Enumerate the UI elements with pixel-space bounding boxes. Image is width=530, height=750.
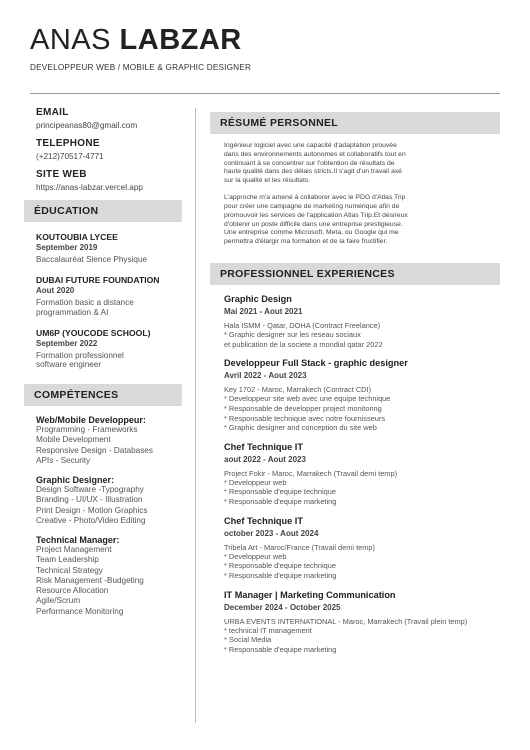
experience-item [210,442,500,507]
skill-line: Team Leadership [36,555,99,565]
header-divider [30,93,500,94]
skill-line: Responsive Design - Databases [36,445,153,455]
experience-item [210,516,500,581]
right-column [210,112,500,654]
school-desc: Formation basic a distance programmation & AI [36,297,134,317]
column-divider [195,108,196,723]
school-date: September 2022 [36,338,98,348]
job-date: october 2023 - Aout 2024 [224,528,319,538]
skill-line: Branding - UI/UX - Illustration [36,495,143,505]
education-item [36,232,186,265]
job-bullet: * Responsable de developper project monitoring [224,403,382,413]
job-bullet: * Responsable d'equipe marketing [224,497,337,507]
education-item [36,275,186,318]
skill-line: Print Design - Motion Graphics [36,505,148,515]
telephone-value[interactable]: (+212)70517-4771 [36,152,104,161]
job-org: Hala ISMM - Qatar, DOHA (Contract Freelance) [224,321,381,331]
job-bullet: * Responsable d'equipe marketing [224,570,337,580]
summary-paragraph: Ingénieur logiciel avec une capacité d'adaptation prouvée dans des environnements autonomes et collaboratifs tout en continuant à se concentrer sur l'obtention de résultats de haute qualité dans des délais stricts.Il s'agit d'un travail axé sur la qualité et les résultats. [224,142,406,185]
summary-block [210,142,500,247]
skill-line: APIs - Security [36,455,91,465]
job-bullet: * Developpeur web [224,477,287,487]
job-org: Key 1702 - Maroc, Marrakech (Contract CDI) [224,385,372,395]
job-bullet: * Responsable technique avec notre fournisseurs [224,413,386,423]
education-item [36,328,186,371]
school-date: Aout 2020 [36,285,75,295]
website-value[interactable]: https://anas-labzar.vercel.app [36,183,143,192]
job-date: Mai 2021 - Aout 2021 [224,307,303,317]
website-label: SITE WEB [36,169,87,180]
school-name: DUBAI FUTURE FOUNDATION [36,274,160,285]
skill-line: Creative - Photo/Video Editing [36,515,146,525]
job-date: Avril 2022 - Aout 2023 [224,371,307,381]
skills-heading: COMPÉTENCES [24,384,182,406]
job-org: Tribela Art - Maroc/France (Travail demi temp) [224,542,375,552]
job-title: Chef Technique IT [224,515,303,526]
skill-line: Technical Strategy [36,565,103,575]
skill-line: Resource Allocation [36,586,109,596]
skill-line: Design Software -Typography [36,485,144,495]
school-date: September 2019 [36,243,98,252]
job-bullet: * technical IT management [224,625,312,635]
summary-heading: RÉSUMÉ PERSONNEL [210,112,500,134]
resume-header [30,26,500,72]
job-bullet: * Graphic designer and conception du site web [224,423,377,433]
left-column [36,107,186,617]
experience-heading: PROFESSIONNEL EXPERIENCES [210,263,500,285]
job-bullet: * Responsable d'equipe technique [224,561,336,571]
contact-block [36,107,186,192]
skill-line: Programming - Frameworks [36,425,138,435]
skill-group-title: Web/Mobile Developpeur: [36,415,146,426]
school-desc: Formation professionnel software engineer [36,350,124,370]
job-bullet: * Graphic designer sur les reseau sociaux [224,330,361,340]
first-name: ANAS [30,24,111,56]
education-heading: ÉDUCATION [24,200,182,222]
last-name: LABZAR [119,24,242,56]
skill-line: Mobile Development [36,435,111,445]
job-bullet: * Responsable d'equipe marketing [224,644,337,654]
telephone-label: TELEPHONE [36,138,100,149]
job-date: December 2024 - October 2025 [224,602,341,612]
job-org: URBA EVENTS INTERNATIONAL - Maroc, Marrakech (Travail plein temp) [224,616,468,626]
job-bullet: * Developpeur site web avec une equipe technique [224,394,391,404]
experience-item [210,358,500,433]
school-name: KOUTOUBIA LYCEE [36,232,118,242]
job-bullet: * Developpeur web [224,551,287,561]
job-title: Chef Technique IT [224,441,303,452]
skill-line: Performance Monitoring [36,606,124,616]
skill-line: Risk Management -Budgeting [36,575,144,585]
job-subtitle: DEVELOPPEUR WEB / MOBILE & GRAPHIC DESIGNER [30,63,252,72]
job-title: Graphic Design [224,294,292,305]
full-name [30,26,500,55]
skill-group [36,475,186,526]
summary-paragraph: L'approche m'a amené à collaborer avec le PDG d'Atlas Trip pour créer une campagne de marketing numérique afin de promouvoir les services de l'application Atlas Trip.Et désireux d'obtenir un poste difficile dans une entreprise prestigieuse. Une entreprise comme Microsoft, Meta, ou Google qui me permettra d'élargir ma formation et de la faire fructifier. [224,194,408,246]
skill-group [36,535,186,617]
email-value[interactable]: principeanas80@gmail.com [36,121,138,130]
skill-group-title: Technical Manager: [36,535,120,546]
job-date: aout 2022 - Aout 2023 [224,454,306,464]
school-desc: Baccalauréat Sience Physique [36,255,148,264]
experience-item [210,294,500,349]
skill-group-title: Graphic Designer: [36,475,115,486]
experience-item [210,590,500,655]
job-org: Project Fokir - Maroc, Marrakech (Travail demi temp) [224,468,398,478]
school-name: UM6P (YOUCODE SCHOOL) [36,327,151,338]
skill-line: Agile/Scrum [36,596,81,606]
job-bullet: et publication de la societe a mondial qatar 2022 [224,339,383,349]
email-label: EMAIL [36,107,69,118]
skill-line: Project Management [36,545,112,555]
job-title: IT Manager | Marketing Communication [224,589,396,600]
job-bullet: * Social Media [224,635,272,645]
job-title: Developpeur Full Stack - graphic designer [224,358,408,369]
skill-group [36,415,186,466]
job-bullet: * Responsable d'equipe technique [224,487,336,497]
